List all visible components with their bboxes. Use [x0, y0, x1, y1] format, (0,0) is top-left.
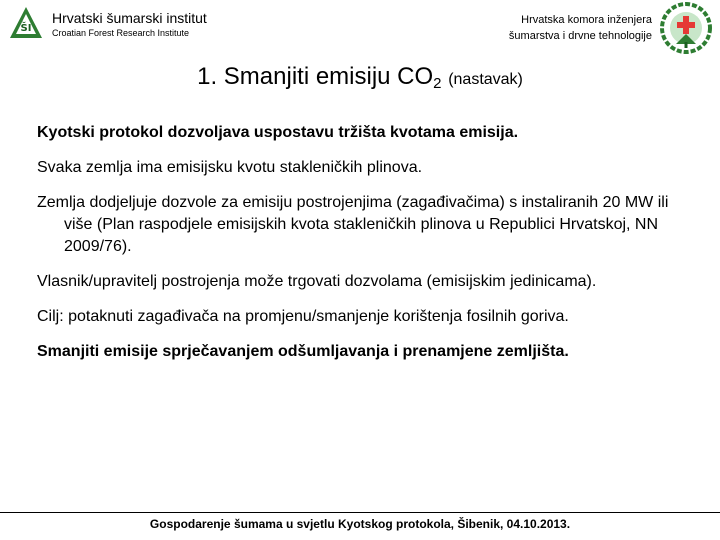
- footer-divider: [0, 512, 720, 513]
- chamber-name: [432, 12, 652, 44]
- institute-name: Hrvatski šumarski institut: [52, 10, 207, 26]
- paragraph-permits: Zemlja dodjeljuje dozvole za emisiju postrojenjima (zagađivačima) s instaliranih 20 MW ili više (Plan raspodjele emisijskih kvota stakleničkih plinova u Republici Hrvatskoj, NN 2009/76).: [37, 194, 669, 255]
- slide-title-main: 1. Smanjiti emisiju CO: [197, 63, 434, 90]
- paragraph-emission-quota: Svaka zemlja ima emisijsku kvotu stakleničkih plinova.: [37, 159, 423, 176]
- chamber-name-line-1: Hrvatska komora inženjera: [521, 14, 652, 26]
- paragraph-deforestation: Smanjiti emisije sprječavanjem odšumljavanja i prenamjene zemljišta.: [37, 343, 569, 360]
- footer-text: Gospodarenje šumama u svjetlu Kyotskog protokola, Šibenik, 04.10.2013.: [149, 517, 571, 531]
- institute-name-english: Croatian Forest Research Institute: [52, 28, 190, 38]
- chamber-name-line-2: šumarstva i drvne tehnologije: [508, 30, 652, 42]
- paragraph-trading: Vlasnik/upravitelj postrojenja može trgovati dozvolama (emisijskim jedinicama).: [37, 273, 597, 290]
- slide-title-subscript: 2: [433, 75, 442, 92]
- slide-content: [37, 122, 687, 376]
- slide-title-continuation: (nastavak): [448, 71, 523, 88]
- paragraph-goal: Cilj: potaknuti zagađivača na promjenu/smanjenje korištenja fosilnih goriva.: [37, 308, 569, 325]
- chamber-logo: [660, 2, 712, 54]
- slide-title: [0, 62, 720, 99]
- svg-text:ŠI: ŠI: [20, 23, 32, 34]
- institute-logo: [8, 5, 44, 41]
- paragraph-kyoto-market: Kyotski protokol dozvoljava uspostavu tržišta kvotama emisija.: [37, 124, 519, 141]
